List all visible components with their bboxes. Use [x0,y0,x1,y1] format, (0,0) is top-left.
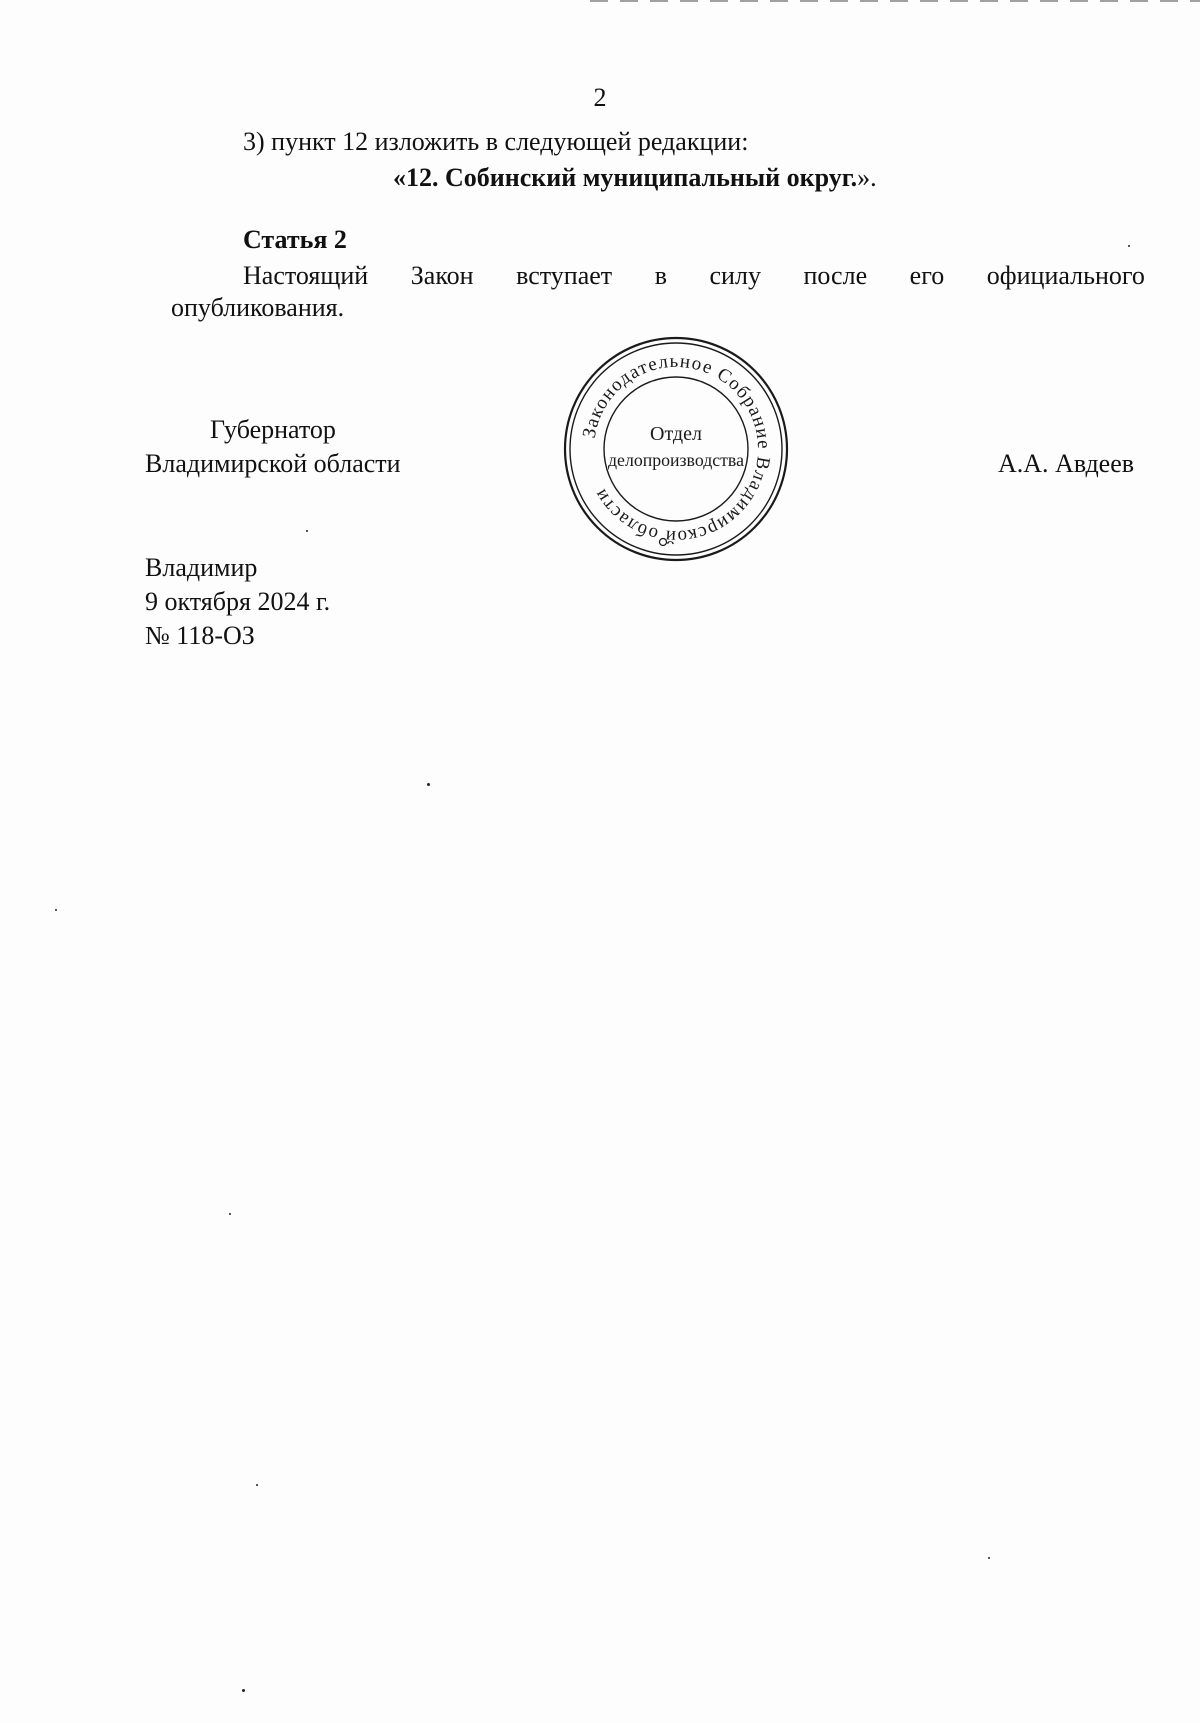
article-body-continuation: опубликования. [171,293,345,322]
scan-speck [242,1689,245,1692]
amendment-close-quote: ». [857,163,877,192]
signatory-name: А.А. Авдеев [998,449,1135,478]
scan-edge-mark [590,0,1200,2]
article-word: его [909,261,945,290]
amendment-new-wording: 12. Собинский муниципальный округ. [406,163,858,192]
law-number: № 118-ОЗ [145,621,255,650]
seal-center-line1: Отдел [650,423,702,445]
scan-speck [306,530,308,532]
scan-speck [988,1557,990,1559]
signatory-region: Владимирской области [145,449,401,478]
article-heading: Статья 2 [243,225,347,254]
scan-speck [229,1213,231,1215]
page-number: 2 [593,83,607,112]
article-word: силу [709,261,761,290]
article-body [243,260,1145,292]
seal-inner-ring [604,377,748,521]
place-of-signing: Владимир [145,553,258,582]
article-word: вступает [516,261,613,290]
scan-speck [427,783,430,786]
seal-center-line2: делопроизводства [608,450,744,470]
scan-speck [256,1484,258,1486]
article-word: после [803,261,868,290]
article-word: Закон [410,261,474,290]
signatory-title: Губернатор [210,415,336,444]
amendment-open-quote: « [393,163,406,192]
official-seal [563,336,789,562]
article-word: официального [986,261,1145,290]
scan-speck [55,909,57,911]
signing-date: 9 октября 2024 г. [145,587,331,616]
article-word: в [654,261,667,290]
amendment-text [393,162,877,194]
article-word: Настоящий [243,261,369,290]
scan-speck [1128,245,1130,247]
amendment-item: 3) пункт 12 изложить в следующей редакции: [243,127,749,156]
seal-ring-text: Законодательное Собрание Владимирской области [578,350,775,548]
seal-outer-ring-inner [570,343,782,555]
seal-graphic [563,336,789,562]
